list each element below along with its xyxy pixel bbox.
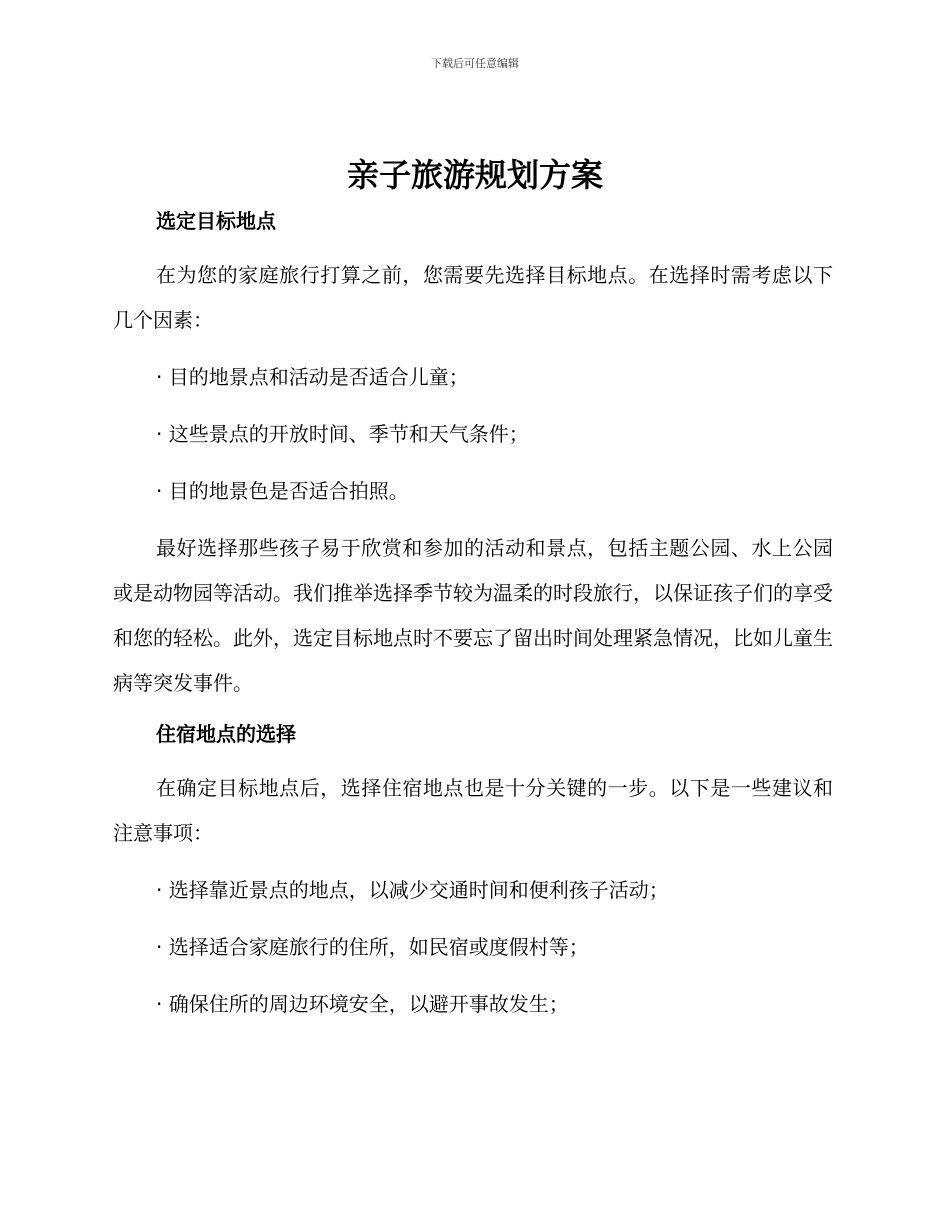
section-intro-paragraph: 在确定目标地点后，选择住宿地点也是十分关键的一步。以下是一些建议和注意事项： — [113, 776, 833, 845]
section-intro-paragraph: 在为您的家庭旅行打算之前，您需要先选择目标地点。在选择时需考虑以下几个因素： — [113, 263, 833, 332]
section-heading: 住宿地点的选择 — [156, 722, 296, 746]
bullet-item: · 目的地景点和活动是否适合儿童； — [156, 365, 469, 389]
bullet-item: · 目的地景色是否适合拍照。 — [156, 479, 409, 503]
bullet-item: · 确保住所的周边环境安全，以避开事故发生； — [156, 992, 569, 1016]
bullet-item: · 选择适合家庭旅行的住所，如民宿或度假村等； — [156, 935, 589, 959]
header-note: 下载后可任意编辑 — [431, 57, 519, 70]
section-closing-paragraph: 最好选择那些孩子易于欣赏和参加的活动和景点，包括主题公园、水上公园或是动物园等活动。我们推举选择季节较为温柔的时段旅行，以保证孩子们的享受和您的轻松。此外，选定目标地点时不要忘了留出时间处理紧急情况，比如儿童生病等突发事件。 — [113, 536, 833, 695]
document-body — [113, 205, 833, 1027]
bullet-item: · 这些景点的开放时间、季节和天气条件； — [156, 422, 529, 446]
section-heading: 选定目标地点 — [156, 209, 276, 233]
bullet-item: · 选择靠近景点的地点，以减少交通时间和便利孩子活动； — [156, 878, 669, 902]
document-title: 亲子旅游规划方案 — [346, 156, 603, 194]
